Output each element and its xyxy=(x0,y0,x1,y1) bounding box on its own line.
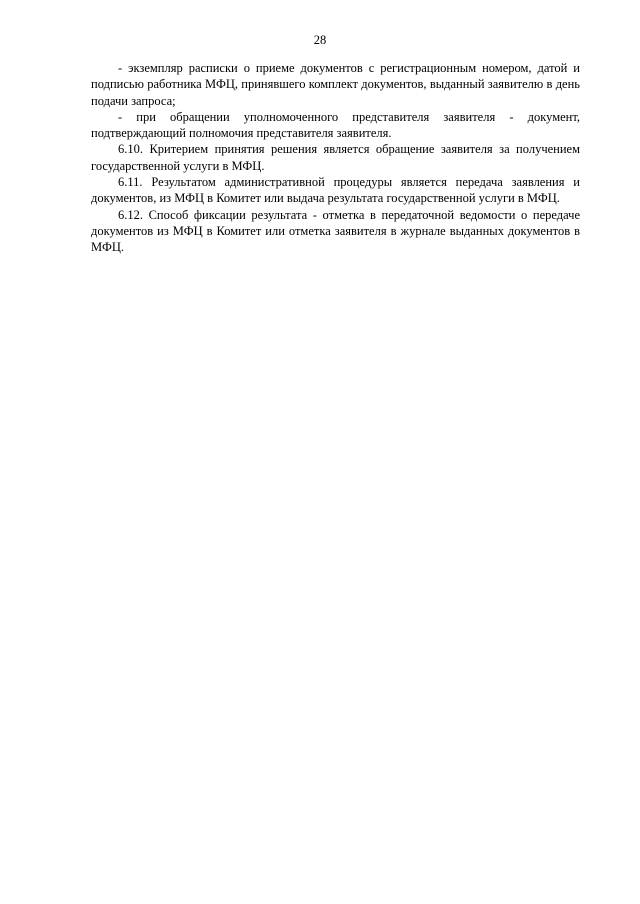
paragraph-receipt-copy: - экземпляр расписки о приеме документов с регистрационным номером, датой и подписью работника МФЦ, принявшего комплект документов, выданный заявителю в день подачи запроса; xyxy=(91,61,580,108)
page-number: 28 xyxy=(313,33,327,47)
paragraph-6-10: 6.10. Критерием принятия решения является обращение заявителя за получением государственной услуги в МФЦ. xyxy=(91,142,580,173)
document-body xyxy=(91,60,580,256)
paragraph-6-12: 6.12. Способ фиксации результата - отметка в передаточной ведомости о передаче документов из МФЦ в Комитет или отметка заявителя в журнале выданных документов в МФЦ. xyxy=(91,207,580,255)
paragraph-6-11: 6.11. Результатом административной процедуры является передача заявления и документов, из МФЦ в Комитет или выдача результата государственной услуги в МФЦ. xyxy=(91,175,580,206)
paragraph-representative-document: - при обращении уполномоченного представителя заявителя - документ, подтверждающий полномочия представителя заявителя. xyxy=(91,109,580,141)
